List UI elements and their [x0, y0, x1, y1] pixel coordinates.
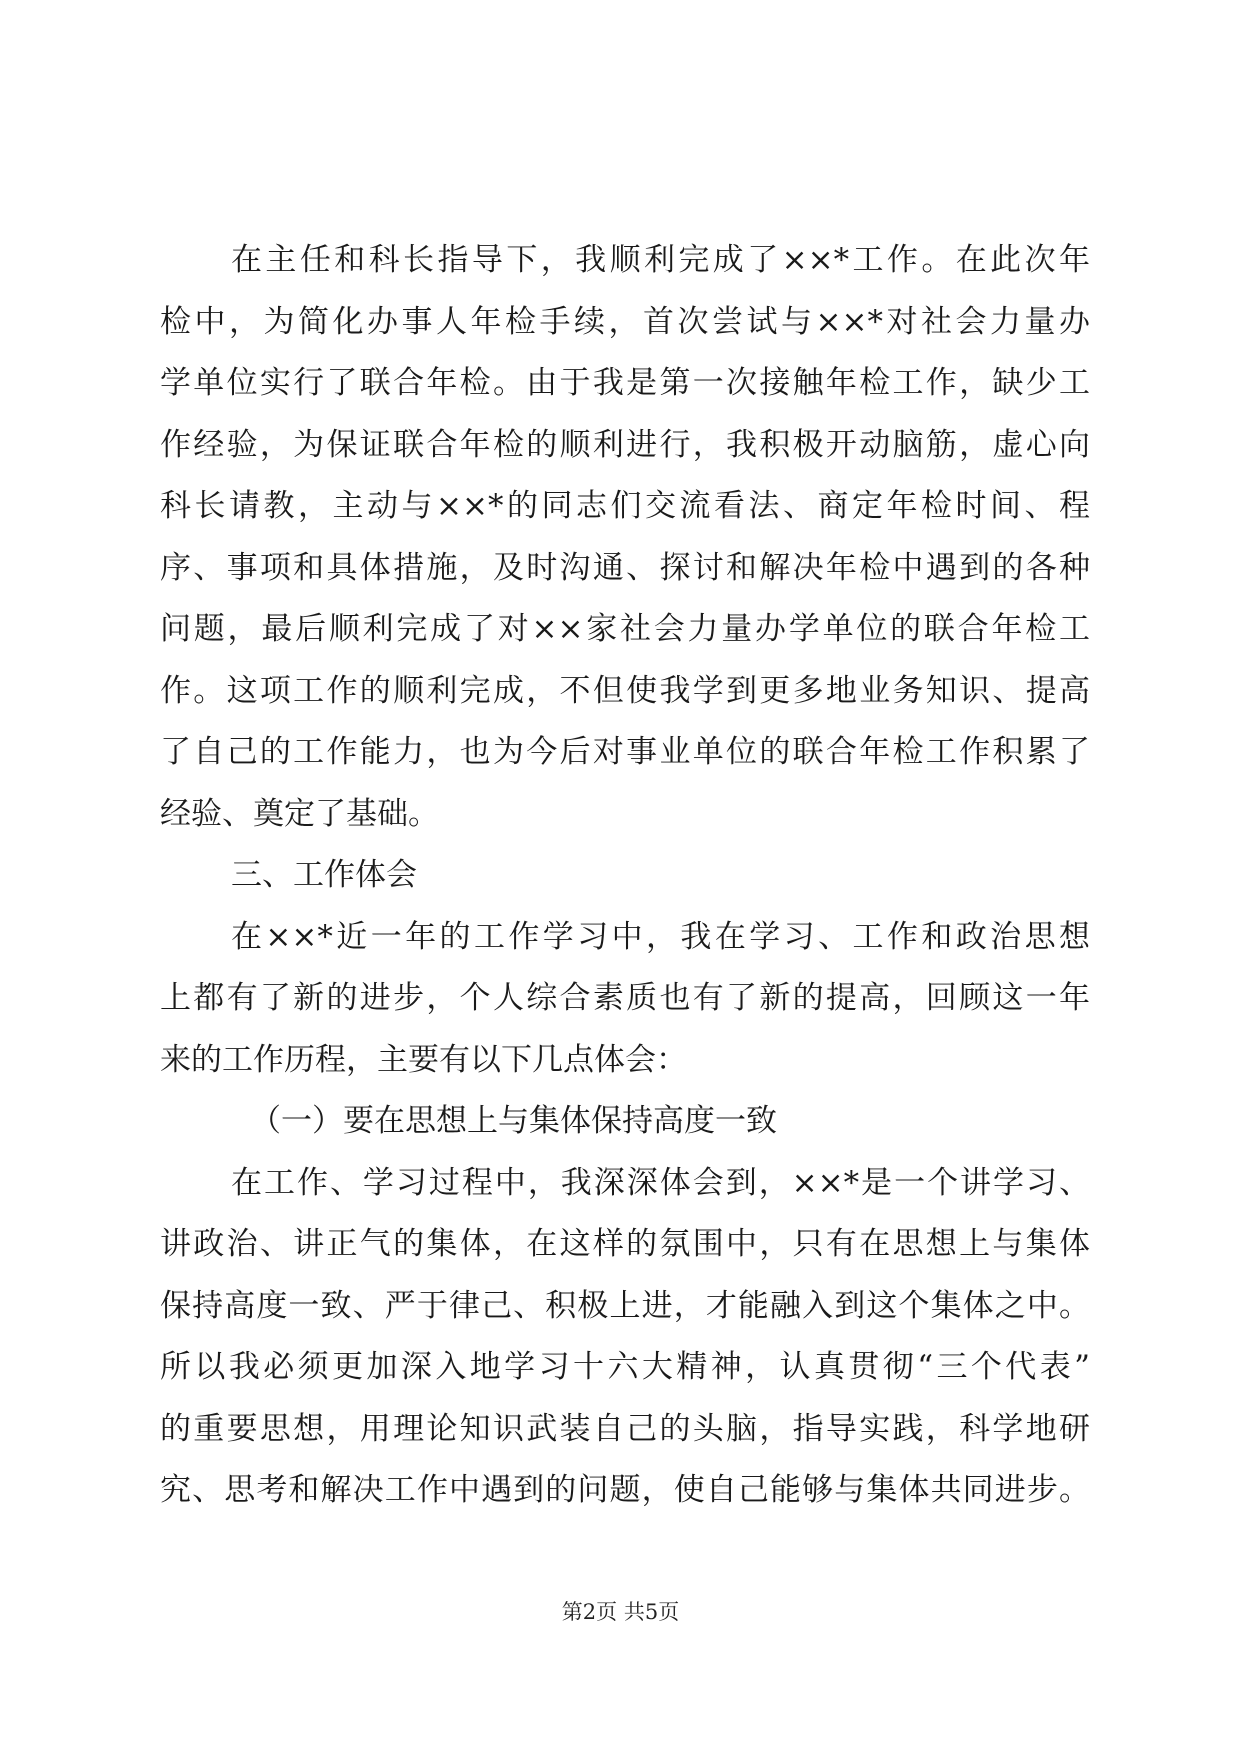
paragraph-line: 在主任和科长指导下，我顺利完成了××*工作。在此次年	[231, 242, 1090, 278]
paragraph-line: 作经验，为保证联合年检的顺利进行，我积极开动脑筋，虚心向	[160, 426, 1090, 463]
paragraph-line: 的重要思想，用理论知识武装自己的头脑，指导实践，科学地研	[160, 1410, 1090, 1447]
subsection-heading: （一）要在思想上与集体保持高度一致	[250, 1103, 777, 1139]
paragraph-line: 学单位实行了联合年检。由于我是第一次接触年检工作，缺少工	[160, 365, 1090, 401]
section-heading: 三、工作体会	[231, 857, 417, 893]
paragraph-line: 了自己的工作能力，也为今后对事业单位的联合年检工作积累了	[160, 734, 1090, 770]
paragraph-line: 序、事项和具体措施，及时沟通、探讨和解决年检中遇到的各种	[160, 549, 1090, 586]
paragraph-line: 保持高度一致、严于律己、积极上进，才能融入到这个集体之中。	[160, 1287, 1090, 1324]
paragraph-line: 在工作、学习过程中，我深深体会到，××*是一个讲学习、	[231, 1164, 1090, 1201]
page-footer: 第2页 共5页	[561, 1600, 680, 1624]
paragraph-line: 讲政治、讲正气的集体，在这样的氛围中，只有在思想上与集体	[160, 1226, 1090, 1262]
paragraph-line: 作。这项工作的顺利完成，不但使我学到更多地业务知识、提高	[160, 672, 1090, 709]
paragraph-line: 所以我必须更加深入地学习十六大精神，认真贯彻“三个代表”	[160, 1349, 1090, 1385]
document-body	[160, 230, 1090, 1522]
paragraph-line: 来的工作历程，主要有以下几点体会：	[160, 1041, 687, 1078]
paragraph-line: 上都有了新的进步，个人综合素质也有了新的提高，回顾这一年	[160, 980, 1090, 1016]
paragraph-line: 在××*近一年的工作学习中，我在学习、工作和政治思想	[231, 918, 1090, 955]
paragraph-line: 究、思考和解决工作中遇到的问题，使自己能够与集体共同进步。	[160, 1472, 1090, 1508]
paragraph-line: 问题，最后顺利完成了对××家社会力量办学单位的联合年检工	[160, 611, 1090, 647]
paragraph-line: 科长请教，主动与××*的同志们交流看法、商定年检时间、程	[160, 488, 1090, 524]
paragraph-line: 检中，为简化办事人年检手续，首次尝试与××*对社会力量办	[160, 303, 1090, 340]
paragraph-line: 经验、奠定了基础。	[160, 795, 439, 832]
